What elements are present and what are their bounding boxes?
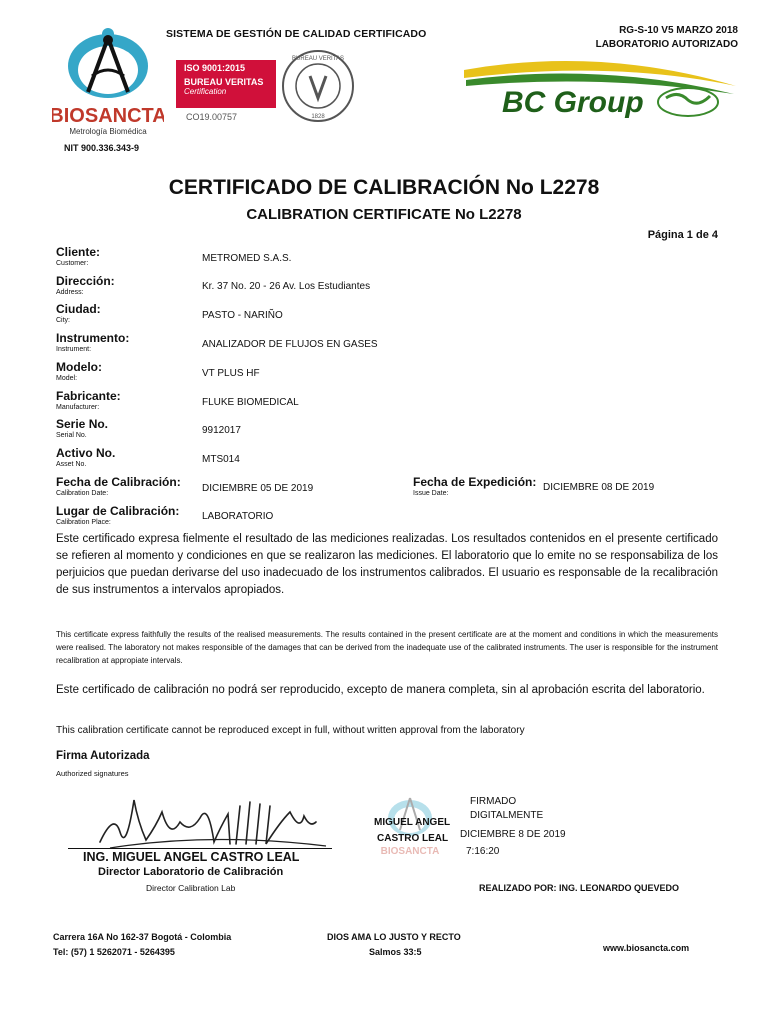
fecha-calibracion-value: DICIEMBRE 05 DE 2019 (202, 483, 314, 494)
fecha-expedicion-value: DICIEMBRE 08 DE 2019 (543, 482, 655, 493)
bc-group-logo (460, 50, 740, 125)
iso-code: CO19.00757 (186, 112, 238, 122)
footer-address: Carrera 16A No 162-37 Bogotá - Colombia (53, 932, 232, 942)
certificate-title-es: CERTIFICADO DE CALIBRACIÓN No L2278 (168, 176, 600, 199)
digital-signature-logo (380, 790, 440, 870)
bv-seal-year: 1828 (311, 114, 325, 120)
digital-sign-time: 7:16:20 (466, 846, 500, 857)
signatory-name: ING. MIGUEL ANGEL CASTRO LEAL (83, 850, 300, 864)
disclaimer-en: This certificate express faithfully the results of the realised measurements. The results contained in the present certificate are at the moment and conditions in which the measurements were realised. The laboratory not makes responsible of the damages that can be derived from the inadequate use of the calibrated instruments. The user is responsible for the instrument recalibration at appropiate intervals. (56, 630, 718, 665)
ciudad-value: PASTO - NARIÑO (202, 310, 283, 321)
serie-label: Serie No. (56, 417, 109, 431)
bureau-veritas-seal (280, 48, 356, 124)
iso-badge-line2: BUREAU VERITAS (184, 77, 264, 87)
reproduction-notice-en: This calibration certificate cannot be reproduced except in full, without written approval from the laboratory (56, 725, 525, 736)
direccion-value: Kr. 37 No. 20 - 26 Av. Los Estudiantes (202, 281, 371, 292)
modelo-label: Modelo: (56, 360, 102, 374)
cliente-value: METROMED S.A.S. (202, 253, 292, 264)
performed-by: REALIZADO POR: ING. LEONARDO QUEVEDO (479, 883, 680, 893)
instrumento-value: ANALIZADOR DE FLUJOS EN GASES (202, 339, 378, 350)
footer-motto-ref: Salmos 33:5 (369, 947, 422, 957)
ciudad-sublabel: City: (56, 317, 70, 324)
fecha-expedicion-sublabel: Issue Date: (413, 490, 449, 497)
digital-signer-name-line2: CASTRO LEAL (377, 833, 449, 844)
activo-sublabel: Asset No. (56, 461, 87, 468)
serie-sublabel: Serial No. (56, 432, 87, 439)
direccion-sublabel: Address: (56, 289, 84, 296)
fecha-calibracion-label: Fecha de Calibración: (56, 475, 181, 489)
doc-code: RG-S-10 V5 MARZO 2018 (619, 25, 738, 36)
signatory-role: Director Laboratorio de Calibración (98, 866, 284, 878)
handwritten-signature (90, 782, 330, 854)
certificate-title-en: CALIBRATION CERTIFICATE No L2278 (246, 206, 522, 223)
disclaimer-es: Este certificado expresa fielmente el resultado de las mediciones realizadas. Los resultados contenidos en el presente certificado se refieren al momento y condiciones en que se realizaron las mediciones. El laboratorio que lo emite no se responsabiliza de los perjuicios que puedan derivarse del uso inadecuado de los instrumentos calibrados. El usuario es responsable de la recalibración de sus instrumentos a intervalos apropiados. (56, 533, 718, 596)
iso-badge-line1: ISO 9001:2015 (184, 63, 246, 73)
page-number: Página 1 de 4 (647, 229, 718, 241)
activo-label: Activo No. (56, 446, 116, 460)
fabricante-sublabel: Manufacturer: (56, 404, 100, 411)
serie-value: 9912017 (202, 425, 241, 436)
system-title: SISTEMA DE GESTIÓN DE CALIDAD CERTIFICADO (166, 28, 427, 40)
modelo-sublabel: Model: (56, 375, 78, 382)
modelo-value: VT PLUS HF (202, 368, 260, 379)
authorized-signature-subheading: Authorized signatures (56, 769, 129, 778)
bc-group-logo-text: BC Group (502, 86, 644, 119)
footer-website: www.biosancta.com (603, 943, 690, 953)
instrumento-sublabel: Instrument: (56, 346, 92, 353)
footer-phone: Tel: (57) 1 5262071 - 5264395 (53, 947, 175, 957)
bv-seal-top-text: BUREAU VERITAS (292, 56, 344, 62)
biosancta-logo-text: BIOSANCTA (52, 105, 164, 127)
iso-badge-line3: Certification (184, 87, 227, 96)
document-code-block (596, 24, 738, 52)
digital-sign-date: DICIEMBRE 8 DE 2019 (460, 829, 566, 840)
authorized-signature-heading: Firma Autorizada (56, 750, 150, 762)
iso-badge (176, 60, 276, 108)
lugar-sublabel: Calibration Place: (56, 519, 111, 526)
digital-sign-label2: DIGITALMENTE (470, 810, 544, 821)
lugar-value: LABORATORIO (202, 511, 274, 522)
activo-value: MTS014 (202, 454, 240, 465)
cliente-label: Cliente: (56, 245, 101, 259)
cliente-sublabel: Customer: (56, 260, 89, 267)
instrumento-label: Instrumento: (56, 331, 130, 345)
fabricante-label: Fabricante: (56, 389, 121, 403)
biosancta-logo-sub: Metrología Biomédica (69, 127, 147, 136)
fecha-calibracion-sublabel: Calibration Date: (56, 490, 109, 497)
signature-line (68, 848, 332, 849)
lab-status: LABORATORIO AUTORIZADO (595, 39, 738, 50)
reproduction-notice-es: Este certificado de calibración no podrá ser reproducido, excepto de manera completa, sin al aprobación escrita del laboratorio. (56, 684, 705, 696)
fecha-expedicion-label: Fecha de Expedición: (413, 475, 537, 489)
iso-certification-block (176, 48, 364, 126)
digital-logo-text: BIOSANCTA (380, 846, 440, 857)
digital-sign-label1: FIRMADO (470, 796, 517, 807)
lugar-label: Lugar de Calibración: (56, 504, 180, 518)
nit-number: NIT 900.336.343-9 (64, 143, 140, 153)
ciudad-label: Ciudad: (56, 302, 101, 316)
fabricante-value: FLUKE BIOMEDICAL (202, 397, 299, 408)
signatory-role-en: Director Calibration Lab (146, 883, 236, 893)
digital-signer-name-line1: MIGUEL ANGEL (374, 817, 451, 828)
direccion-label: Dirección: (56, 274, 115, 288)
footer-motto: DIOS AMA LO JUSTO Y RECTO (327, 932, 461, 942)
biosancta-logo (52, 20, 164, 150)
